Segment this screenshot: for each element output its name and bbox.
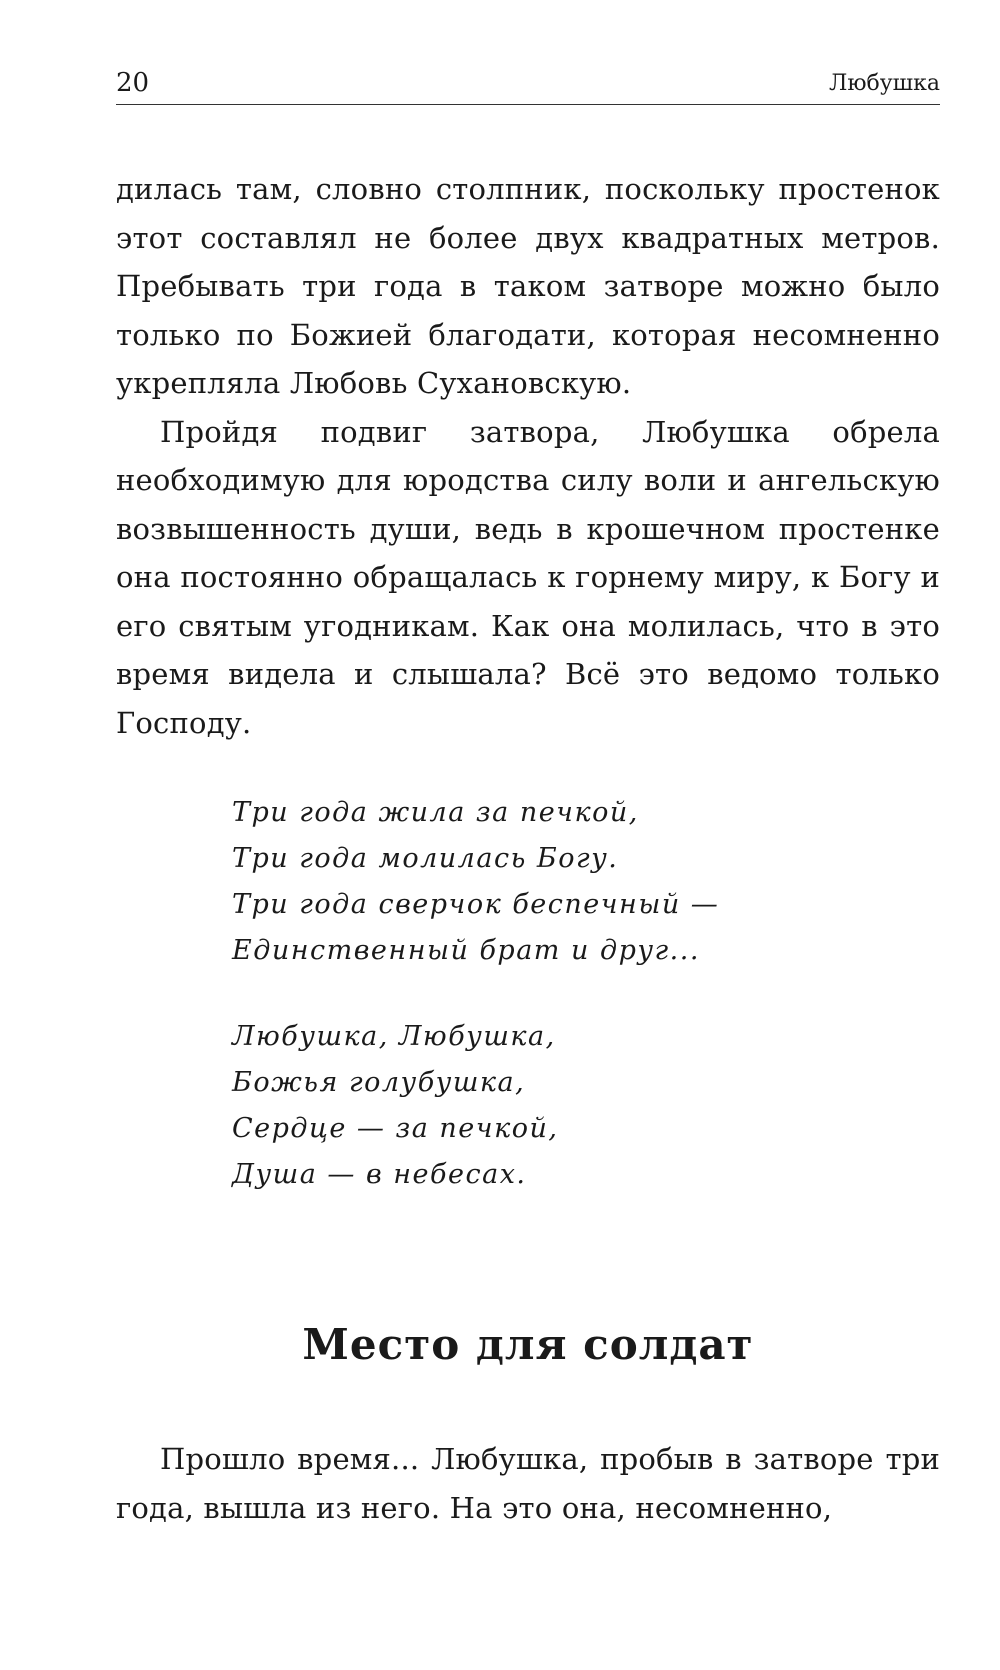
body-text bbox=[116, 165, 940, 747]
paragraph: Пройдя подвиг затвора, Любушка обрела необходимую для юродства силу воли и ангельскую возвышенность души, ведь в крошечном простенке она постоянно обращалась к горнему миру, к Богу и его святым угодникам. Как она молилась, что в это время видела и слышала? Всё это ведомо только Господу. bbox=[116, 414, 940, 740]
poem-line: Сердце — за печкой, bbox=[232, 1113, 559, 1144]
section-heading: Место для солдат bbox=[302, 1320, 754, 1369]
poem bbox=[232, 790, 719, 1238]
poem-stanza bbox=[232, 1014, 719, 1198]
poem-line: Божья голубушка, bbox=[232, 1067, 526, 1098]
poem-line: Три года сверчок беспечный — bbox=[232, 889, 720, 920]
poem-line: Три года жила за печкой, bbox=[232, 797, 639, 828]
paragraph-continued: дилась там, словно столпник, поскольку простенок этот составлял не более двух квадратных метров. Пребывать три года в таком затворе можно было только по Божией благодати, которая несомненно укрепляла Любовь Сухановскую. bbox=[116, 172, 940, 400]
poem-line: Любушка, Любушка, bbox=[232, 1021, 556, 1052]
page-number: 20 bbox=[116, 68, 150, 98]
running-title: Любушка bbox=[828, 71, 940, 96]
poem-line: Душа — в небесах. bbox=[232, 1159, 527, 1190]
section-body bbox=[116, 1435, 940, 1532]
poem-line: Три года молилась Богу. bbox=[232, 843, 619, 874]
poem-line: Единственный брат и друг... bbox=[232, 935, 700, 966]
poem-stanza bbox=[232, 790, 719, 974]
paragraph: Прошло время... Любушка, пробыв в затворе три года, вышла из него. На это она, несомненно, bbox=[116, 1442, 940, 1525]
running-header bbox=[116, 62, 940, 105]
